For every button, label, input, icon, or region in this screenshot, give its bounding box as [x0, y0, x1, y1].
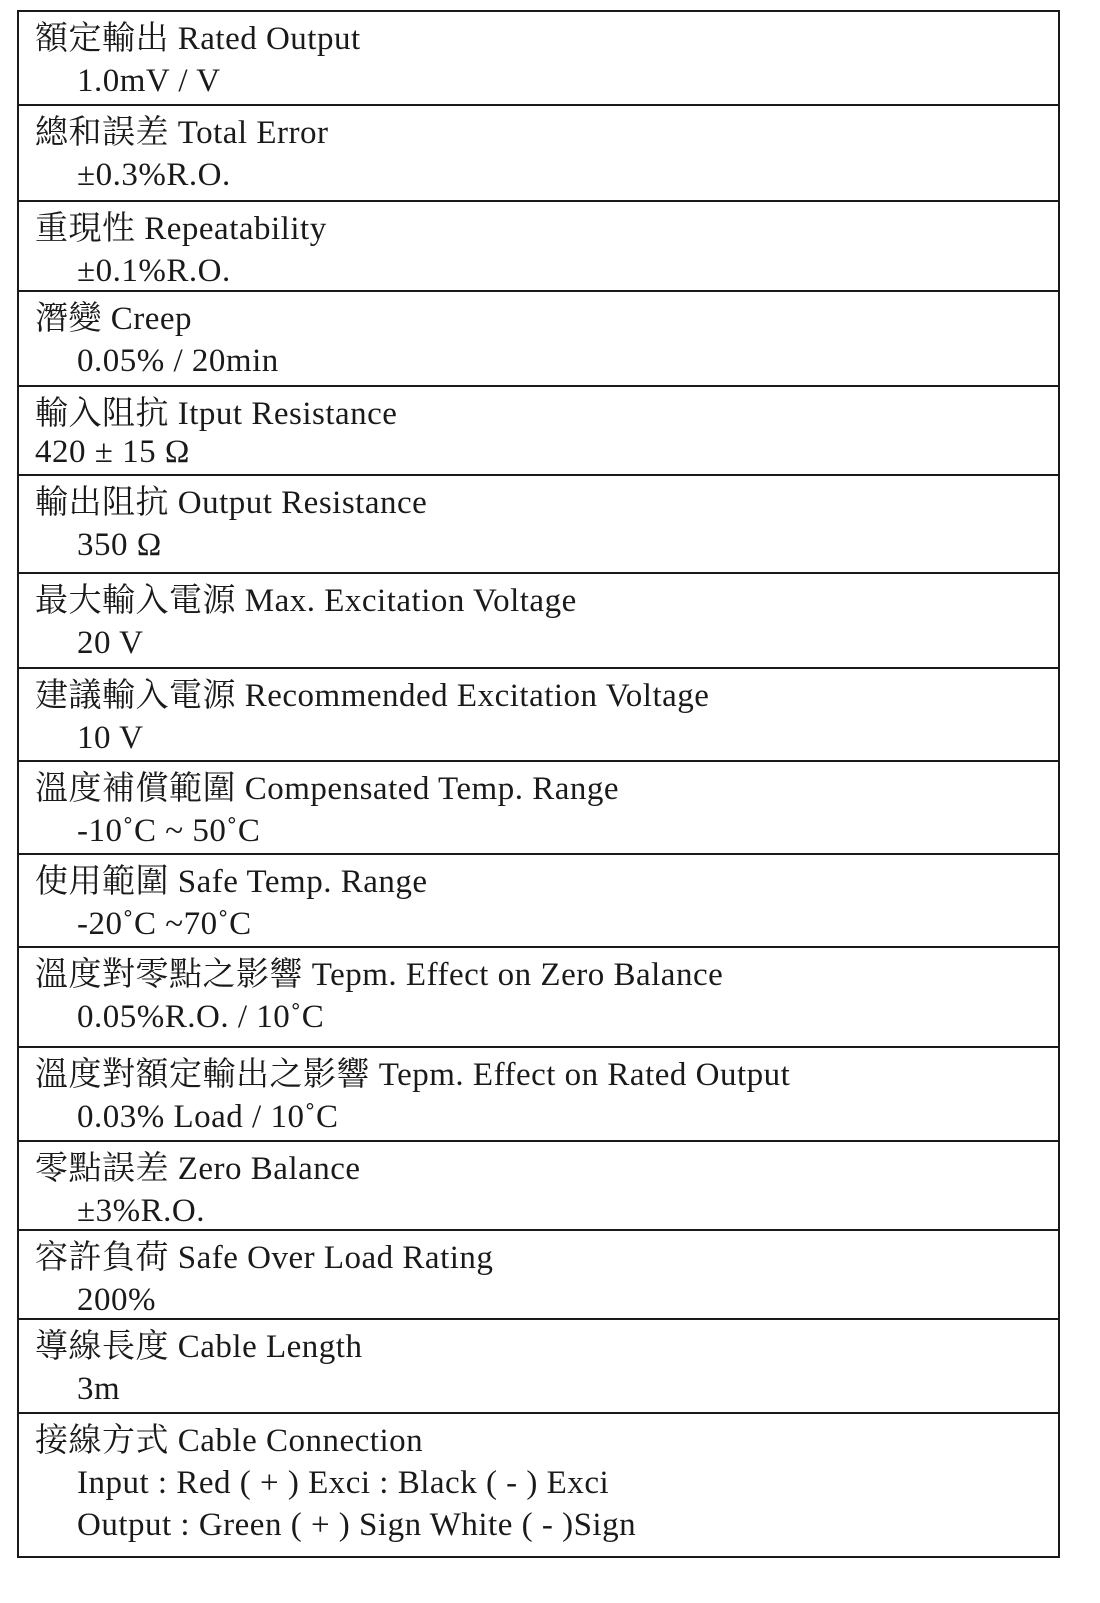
spec-row: [19, 1318, 1058, 1412]
spec-row: [19, 1412, 1058, 1556]
spec-label: 潛變 Creep: [35, 301, 193, 337]
spec-value: 10 V: [77, 720, 144, 756]
spec-label: 溫度補償範圍 Compensated Temp. Range: [35, 771, 620, 807]
spec-label: 容許負荷 Safe Over Load Rating: [35, 1240, 494, 1276]
spec-value: Input : Red ( + ) Exci : Black ( - ) Exci: [77, 1465, 610, 1501]
spec-label: 總和誤差 Total Error: [35, 115, 329, 151]
spec-value: -10˚C ~ 50˚C: [77, 813, 261, 849]
spec-row: [19, 1140, 1058, 1229]
spec-row: [19, 12, 1058, 104]
spec-label: 重現性 Repeatability: [35, 211, 327, 247]
spec-label: 建議輸入電源 Recommended Excitation Voltage: [35, 678, 710, 714]
spec-value: 3m: [77, 1371, 121, 1407]
spec-value: 0.05% / 20min: [77, 343, 279, 379]
spec-row: [19, 946, 1058, 1046]
spec-label: 輸出阻抗 Output Resistance: [35, 485, 428, 521]
spec-value: ±0.3%R.O.: [77, 157, 231, 193]
spec-row: [19, 667, 1058, 760]
spec-value: 1.0mV / V: [77, 63, 221, 99]
spec-value: Output : Green ( + ) Sign White ( - )Sign: [77, 1507, 637, 1543]
spec-row: [19, 853, 1058, 946]
spec-row: [19, 760, 1058, 853]
spec-value: ±0.1%R.O.: [77, 253, 231, 289]
spec-label: 接線方式 Cable Connection: [35, 1423, 424, 1459]
spec-value: 20 V: [77, 625, 144, 661]
spec-row: [19, 290, 1058, 385]
spec-row: [19, 1229, 1058, 1318]
spec-row: [19, 104, 1058, 200]
spec-label: 零點誤差 Zero Balance: [35, 1151, 361, 1187]
spec-value: 420 ± 15 Ω: [35, 434, 190, 470]
spec-value: 200%: [77, 1282, 156, 1318]
spec-label: 額定輸出 Rated Output: [35, 21, 361, 57]
spec-row: [19, 474, 1058, 572]
spec-value: 0.05%R.O. / 10˚C: [77, 999, 325, 1035]
spec-value: ±3%R.O.: [77, 1193, 205, 1229]
spec-row: [19, 200, 1058, 290]
spec-value: 350 Ω: [77, 527, 162, 563]
spec-label: 溫度對額定輸出之影響 Tepm. Effect on Rated Output: [35, 1057, 791, 1093]
spec-label: 溫度對零點之影響 Tepm. Effect on Zero Balance: [35, 957, 724, 993]
spec-label: 最大輸入電源 Max. Excitation Voltage: [35, 583, 577, 619]
spec-label: 使用範圍 Safe Temp. Range: [35, 864, 428, 900]
spec-value: -20˚C ~70˚C: [77, 906, 252, 942]
spec-row: [19, 1046, 1058, 1140]
spec-label: 輸入阻抗 Itput Resistance: [35, 396, 398, 432]
spec-row: [19, 385, 1058, 474]
spec-value: 0.03% Load / 10˚C: [77, 1099, 339, 1135]
spec-row: [19, 572, 1058, 667]
spec-table: [17, 10, 1060, 1558]
spec-label: 導線長度 Cable Length: [35, 1329, 363, 1365]
